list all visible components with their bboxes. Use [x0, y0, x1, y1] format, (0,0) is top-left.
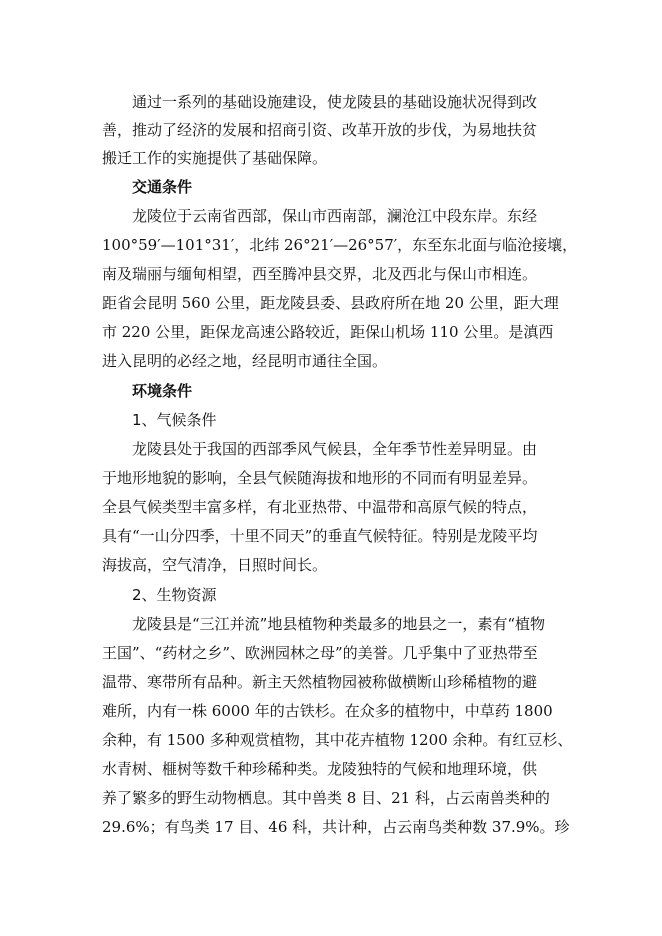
paragraph-line: 南及瑞丽与缅甸相望，西至腾冲县交界，北及西北与保山市相连。: [102, 265, 538, 283]
paragraph-line: 养了繁多的野生动物栖息。其中兽类 8 目、21 科，占云南兽类种的: [102, 789, 550, 807]
paragraph-line: 难所，内有一株 6000 年的古铁杉。在众多的植物中，中草药 1800: [102, 702, 553, 720]
paragraph-line: 通过一系列的基础设施建设，使龙陵县的基础设施状况得到改: [132, 93, 538, 111]
paragraph-line: 距省会昆明 560 公里，距龙陵县委、县政府所在地 20 公里，距大理: [102, 294, 559, 312]
paragraph-line: 余种，有 1500 多种观赏植物，其中花卉植物 1200 余种。有红豆杉、: [102, 731, 573, 749]
paragraph-line: 海拔高，空气清净，日照时间长。: [102, 556, 328, 574]
section-heading-environment: 环境条件: [132, 382, 193, 400]
paragraph-line: 全县气候类型丰富多样，有北亚热带、中温带和高原气候的特点，: [102, 498, 538, 516]
paragraph-line: 进入昆明的必经之地，经昆明市通往全国。: [102, 352, 388, 370]
subsection-heading-biology: 2、生物资源: [132, 586, 217, 604]
paragraph-line: 29.6%；有鸟类 17 目、46 科，共计种，占云南鸟类种数 37.9%。珍: [102, 818, 570, 836]
paragraph-line: 温带、寒带所有品种。新主天然植物园被称做横断山珍稀植物的避: [102, 673, 538, 691]
paragraph-line: 100°59′—101°31′，北纬 26°21′—26°57′，东至东北面与临沧接壤，: [102, 236, 578, 254]
paragraph-line: 具有“一山分四季，十里不同天”的垂直气候特征。特别是龙陵平均: [102, 527, 538, 545]
paragraph-line: 龙陵位于云南省西部，保山市西南部，澜沧江中段东岸。东经: [132, 207, 538, 225]
paragraph-line: 王国”、“药材之乡”、欧洲园林之母”的美誉。几乎集中了亚热带至: [102, 644, 538, 662]
paragraph-line: 水青树、榧树等数千种珍稀种类。龙陵独特的气候和地理环境，供: [102, 760, 538, 778]
paragraph-line: 于地形地貌的影响，全县气候随海拔和地形的不同而有明显差异。: [102, 469, 538, 487]
paragraph-line: 善，推动了经济的发展和招商引资、改革开放的步伐，为易地扶贫: [102, 121, 538, 139]
subsection-heading-climate: 1、气候条件: [132, 411, 217, 429]
section-heading-traffic: 交通条件: [132, 178, 193, 196]
paragraph-line: 龙陵县是“三江并流”地县植物种类最多的地县之一，素有“植物: [132, 615, 546, 633]
paragraph-line: 搬迁工作的实施提供了基础保障。: [102, 149, 328, 167]
paragraph-line: 市 220 公里，距保龙高速公路较近，距保山机场 110 公里。是滇西: [102, 323, 554, 341]
paragraph-line: 龙陵县处于我国的西部季风气候县，全年季节性差异明显。由: [132, 440, 538, 458]
